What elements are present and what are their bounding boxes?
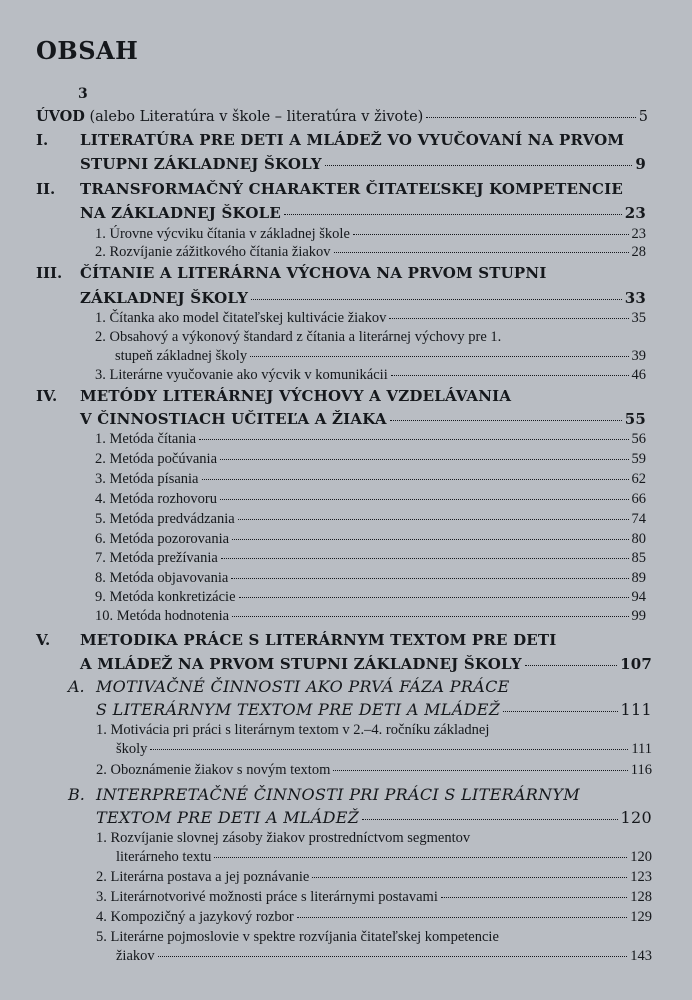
dot-leader	[391, 375, 629, 376]
dot-leader	[333, 770, 627, 771]
section-title-text: MOTIVAČNÉ ČINNOSTI AKO PRVÁ FÁZA PRÁCE	[96, 677, 510, 696]
toc-entry-section-a	[96, 700, 652, 719]
entry-page: 99	[631, 608, 646, 624]
dot-leader	[390, 420, 622, 421]
section-title-text: S LITERÁRNYM TEXTOM PRE DETI A MLÁDEŽ	[96, 700, 501, 719]
entry-page: 39	[631, 348, 646, 364]
subentry-title: 10. Metóda hodnotenia	[95, 608, 230, 624]
toc-subentry	[115, 348, 646, 365]
entry-page: 23	[631, 226, 646, 242]
section-title-text: INTERPRETAČNÉ ČINNOSTI PRI PRÁCI S LITERÁRNYM	[96, 785, 580, 804]
dot-leader	[150, 749, 628, 750]
dot-leader	[158, 956, 628, 957]
entry-page: 111	[631, 741, 652, 757]
toc-entry-chapter-3	[80, 289, 646, 307]
toc-subentry	[95, 310, 646, 327]
dot-leader	[239, 597, 629, 598]
entry-page: 74	[631, 511, 646, 527]
dot-leader	[297, 917, 628, 918]
entry-page: 62	[631, 471, 646, 487]
subentry-title: 5. Metóda predvádzania	[95, 511, 235, 527]
toc-entry-chapter-4	[80, 410, 646, 428]
subentry-title: stupeň základnej školy	[115, 348, 248, 364]
toc-subentry-line	[95, 329, 646, 346]
chapter-title-text: TRANSFORMAČNÝ CHARAKTER ČITATEĽSKEJ KOMPETENCIE	[80, 180, 623, 198]
dot-leader	[220, 499, 628, 500]
toc-subentry	[96, 762, 652, 779]
entry-page: 94	[631, 589, 646, 605]
chapter-title-line	[80, 180, 646, 198]
toc-subentry	[95, 367, 646, 384]
entry-page: 111	[620, 700, 652, 719]
chapter-title-text: METODIKA PRÁCE S LITERÁRNYM TEXTOM PRE DETI	[80, 631, 557, 649]
dot-leader	[389, 318, 628, 319]
entry-page: 35	[631, 310, 646, 326]
entry-page: 120	[630, 849, 652, 865]
dot-leader	[325, 165, 633, 166]
toc-subentry	[95, 589, 646, 606]
subentry-title: 2. Obsahový a výkonový štandard z čítania a literárnej výchovy pre 1.	[95, 329, 502, 345]
subentry-title: 8. Metóda objavovania	[95, 570, 229, 586]
subentry-title: 1. Čítanka ako model čitateľskej kultivácie žiakov	[95, 310, 387, 326]
section-letter: A.	[68, 677, 85, 696]
dot-leader	[202, 479, 629, 480]
section-title-line	[96, 785, 652, 804]
chapter-number: III.	[36, 264, 63, 282]
chapter-title-line	[80, 631, 652, 649]
chapter-title-text: LITERATÚRA PRE DETI A MLÁDEŽ VO VYUČOVANÍ NA PRVOM	[80, 131, 625, 149]
toc-subentry	[95, 531, 646, 548]
entry-page: 9	[635, 155, 646, 173]
entry-page: 59	[631, 451, 646, 467]
entry-page: 28	[631, 244, 646, 260]
subentry-title: 2. Metóda počúvania	[95, 451, 218, 467]
entry-page: 56	[631, 431, 646, 447]
dot-leader	[231, 578, 628, 579]
dot-leader	[221, 558, 629, 559]
section-letter: B.	[68, 785, 85, 804]
dot-leader	[214, 857, 627, 858]
toc-subentry	[116, 948, 652, 965]
dot-leader	[525, 665, 617, 666]
chapter-title-line	[80, 264, 646, 282]
toc-entry-chapter-1	[80, 155, 646, 173]
toc-subentry	[95, 471, 646, 488]
section-title-line	[96, 677, 652, 696]
entry-page: 143	[630, 948, 652, 964]
subentry-title: 2. Rozvíjanie zážitkového čítania žiakov	[95, 244, 331, 260]
subentry-title: 3. Literárne vyučovanie ako výcvik v komunikácii	[95, 367, 388, 383]
toc-subentry	[95, 608, 646, 625]
subentry-title: 1. Motivácia pri práci s literárnym textom v 2.–4. ročníku základnej	[96, 722, 490, 738]
entry-page: 116	[630, 762, 652, 778]
toc-subentry-line	[96, 929, 652, 946]
page-number: 3	[78, 86, 88, 102]
subentry-title: 2. Literárna postava a jej poznávanie	[96, 869, 310, 885]
intro-label: ÚVOD	[36, 108, 85, 125]
toc-subentry	[95, 511, 646, 528]
chapter-title-text: NA ZÁKLADNEJ ŠKOLE	[80, 204, 281, 222]
toc-entry-chapter-2	[80, 204, 646, 222]
entry-page: 128	[630, 889, 652, 905]
entry-page: 46	[631, 367, 646, 383]
toc-subentry	[95, 244, 646, 261]
dot-leader	[284, 214, 622, 215]
subentry-title: 9. Metóda konkretizácie	[95, 589, 236, 605]
subentry-title: školy	[116, 741, 148, 757]
entry-page: 89	[631, 570, 646, 586]
toc-subentry	[96, 889, 652, 906]
subentry-title: 2. Oboznámenie žiakov s novým textom	[96, 762, 331, 778]
entry-page: 23	[624, 204, 646, 222]
toc-subentry	[95, 570, 646, 587]
toc-entry-intro	[36, 108, 648, 125]
dot-leader	[232, 539, 628, 540]
entry-page: 5	[638, 109, 648, 125]
entry-page: 129	[630, 909, 652, 925]
page-title: OBSAH	[36, 36, 139, 65]
toc-subentry	[96, 869, 652, 886]
dot-leader	[362, 819, 617, 820]
dot-leader	[334, 252, 629, 253]
toc-entry-chapter-5	[80, 655, 652, 673]
subentry-title: žiakov	[116, 948, 155, 964]
chapter-number: IV.	[36, 387, 58, 405]
toc-subentry	[95, 451, 646, 468]
dot-leader	[232, 616, 628, 617]
dot-leader	[503, 711, 617, 712]
dot-leader	[251, 299, 622, 300]
subentry-title: 1. Metóda čítania	[95, 431, 197, 447]
chapter-title-text: A MLÁDEŽ NA PRVOM STUPNI ZÁKLADNEJ ŠKOLY	[80, 655, 522, 673]
subentry-title: literárneho textu	[116, 849, 212, 865]
subentry-title: 6. Metóda pozorovania	[95, 531, 230, 547]
dot-leader	[426, 117, 635, 118]
toc-subentry	[95, 550, 646, 567]
entry-page: 80	[631, 531, 646, 547]
dot-leader	[353, 234, 629, 235]
toc-subentry-line	[96, 830, 652, 847]
dot-leader	[312, 877, 627, 878]
toc-subentry	[116, 849, 652, 866]
subentry-title: 4. Kompozičný a jazykový rozbor	[96, 909, 294, 925]
chapter-title-line	[80, 387, 646, 405]
subentry-title: 7. Metóda prežívania	[95, 550, 218, 566]
dot-leader	[199, 439, 628, 440]
section-title-text: TEXTOM PRE DETI A MLÁDEŽ	[96, 808, 360, 827]
dot-leader	[238, 519, 629, 520]
chapter-title-text: ZÁKLADNEJ ŠKOLY	[80, 289, 249, 307]
dot-leader	[441, 897, 627, 898]
toc-subentry	[96, 909, 652, 926]
chapter-number: V.	[36, 631, 51, 649]
subentry-title: 4. Metóda rozhovoru	[95, 491, 218, 507]
entry-page: 85	[631, 550, 646, 566]
toc-entry-section-b	[96, 808, 652, 827]
entry-page: 66	[631, 491, 646, 507]
entry-page: 33	[624, 289, 646, 307]
intro-title: (alebo Literatúra v škole – literatúra v živote)	[84, 109, 424, 125]
entry-page: 55	[624, 410, 646, 428]
toc-subentry	[116, 741, 652, 758]
subentry-title: 3. Literárnotvorivé možnosti práce s literárnymi postavami	[96, 889, 438, 905]
subentry-title: 1. Úrovne výcviku čítania v základnej škole	[95, 226, 350, 242]
subentry-title: 3. Metóda písania	[95, 471, 199, 487]
subentry-title: 5. Literárne pojmoslovie v spektre rozvíjania čitateľskej kompetencie	[96, 929, 499, 945]
chapter-number: II.	[36, 180, 56, 198]
entry-page: 107	[620, 655, 652, 673]
dot-leader	[220, 459, 628, 460]
chapter-title-text: METÓDY LITERÁRNEJ VÝCHOVY A VZDELÁVANIA	[80, 387, 512, 405]
toc-subentry	[95, 491, 646, 508]
chapter-number: I.	[36, 131, 49, 149]
chapter-title-text: STUPNI ZÁKLADNEJ ŠKOLY	[80, 155, 322, 173]
dot-leader	[250, 356, 628, 357]
chapter-title-text: V ČINNOSTIACH UČITEĽA A ŽIAKA	[80, 410, 387, 428]
subentry-title: 1. Rozvíjanie slovnej zásoby žiakov prostredníctvom segmentov	[96, 830, 471, 846]
chapter-title-text: ČÍTANIE A LITERÁRNA VÝCHOVA NA PRVOM STUPNI	[80, 264, 547, 282]
entry-page: 120	[620, 808, 652, 827]
toc-subentry	[95, 431, 646, 448]
toc-subentry-line	[96, 722, 652, 739]
chapter-title-line	[80, 131, 646, 149]
toc-subentry	[95, 226, 646, 243]
entry-page: 123	[630, 869, 652, 885]
